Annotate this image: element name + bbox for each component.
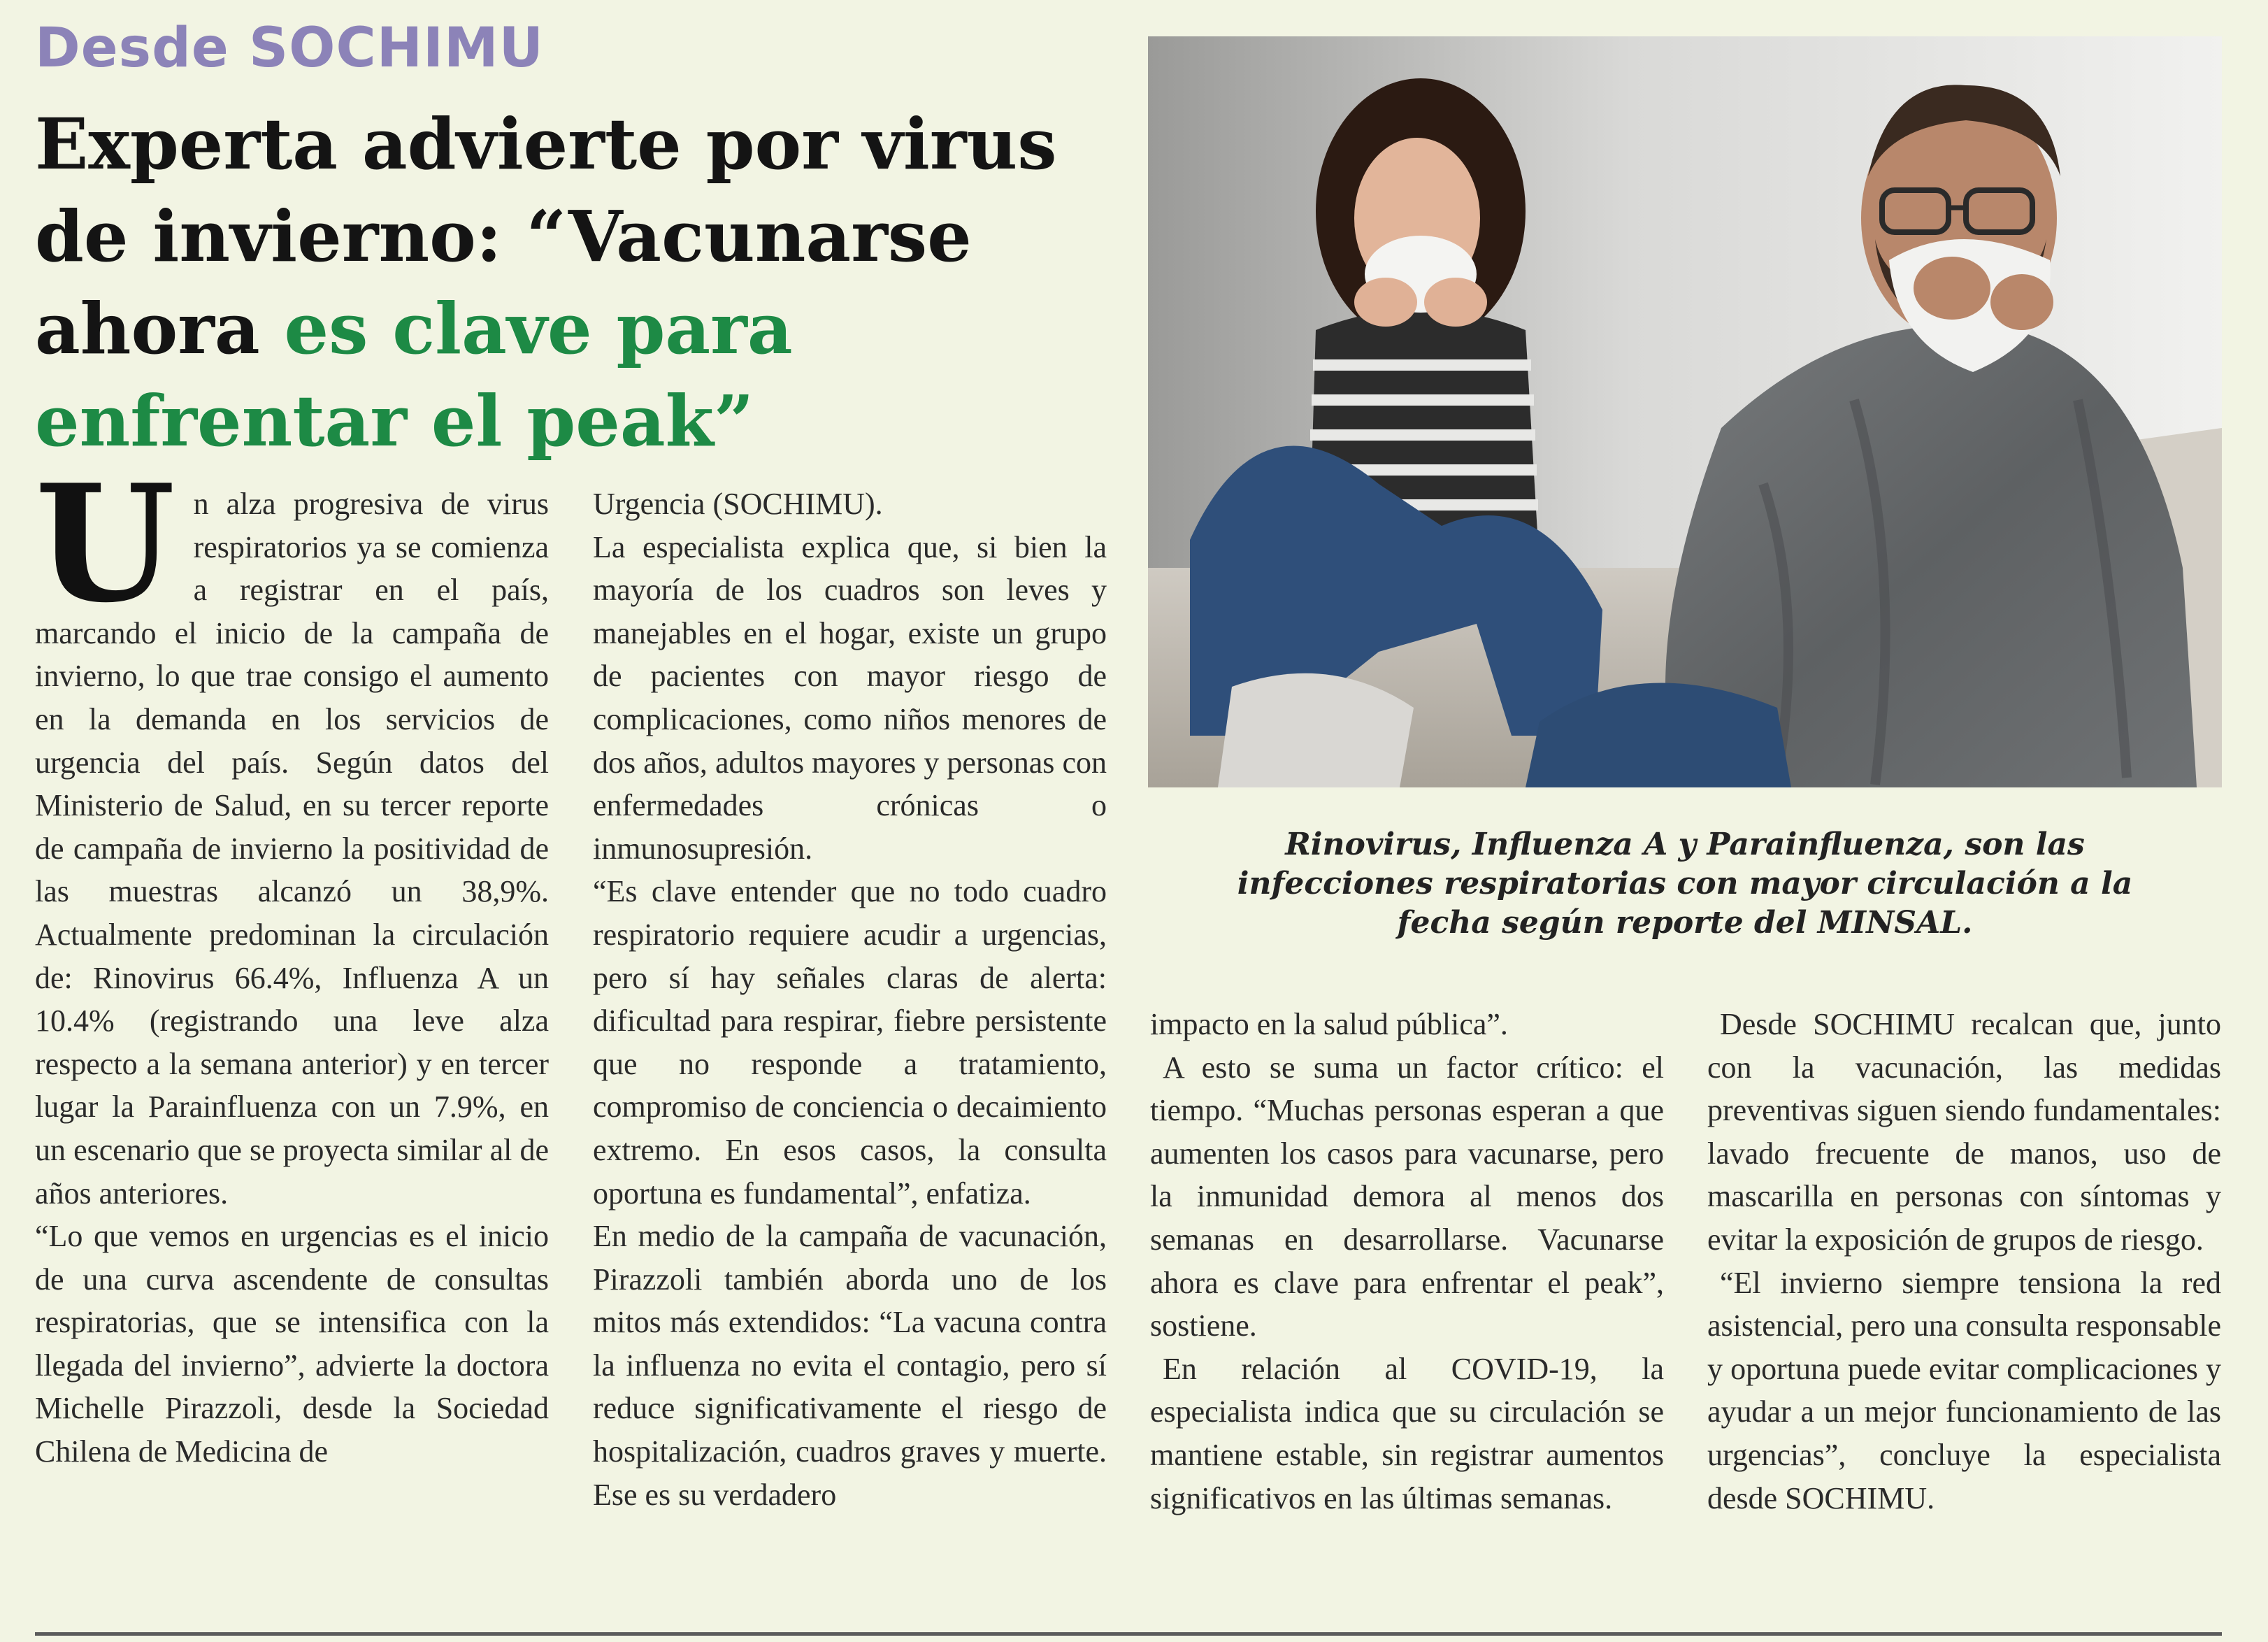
section-label: Desde SOCHIMU [35, 17, 544, 80]
photo-icon [1148, 36, 2222, 787]
headline-green-part: es clave para enfrentar el peak” [35, 287, 793, 462]
article-paragraph: impacto en la salud pública”. [1150, 1007, 1508, 1041]
article-paragraph [35, 450, 549, 1215]
article-paragraph: En relación al COVID-19, la especialista indica que su circulación se mantiene estable, sin registrar aumentos significativos en las últimas semanas. [1150, 1351, 1664, 1515]
article-paragraph: Urgencia (SOCHIMU). [593, 487, 883, 521]
article-paragraph: En medio de la campaña de vacunación, Pirazzoli también aborda uno de los mitos más extendidos: “La vacuna contra la influenza no evita el contagio, pero sí reduce significativamente el riesgo de hospitalización, cuadros graves y muerte. Ese es su verdadero [593, 1219, 1107, 1512]
article-column-2 [593, 483, 1107, 1516]
article-paragraph: Desde SOCHIMU recalcan que, junto con la vacunación, las medidas preventivas siguen siendo fundamentales: lavado frecuente de manos, uso de mascarilla en personas con síntomas y evitar la exposición de grupos de riesgo. [1707, 1007, 2221, 1257]
article-column-1 [35, 450, 549, 1473]
paragraph-text: n alza progresiva de virus respiratorios ya se comienza a registrar en el país, marcando el inicio de la campaña de invierno, lo que trae consigo el aumento en la demanda en los servicios de urgencia del país. Según datos del Ministerio de Salud, en su tercer reporte de campaña de invierno la positividad de las muestras alcanzó un 38,9%. Actualmente predominan la circulación de: Rinovirus 66.4%, Influenza A un 10.4% (registrando una leve alza respecto a la semana anterior) y en tercer lugar la Parainfluenza con un 7.9%, en un escenario que se proyecta similar al de años anteriores. [35, 487, 549, 1211]
headline-dark-part: Experta advierte por virus de invierno: “Vacunarse ahora [35, 103, 1057, 370]
headline [35, 98, 1126, 467]
article-paragraph: A esto se suma un factor crítico: el tiempo. “Muchas personas esperan a que aumenten los casos para vacunarse, pero la inmunidad demora al menos dos semanas en desarrollarse. Vacunarse ahora es clave para enfrentar el peak”, sostiene. [1150, 1050, 1664, 1343]
article-column-3 [1150, 1003, 1664, 1520]
bottom-rule [35, 1632, 2222, 1636]
dropcap: U [35, 450, 175, 638]
article-paragraph: “Lo que vemos en urgencias es el inicio de una curva ascendente de consultas respiratorias, que se intensifica con la llegada del invierno”, advierte la doctora Michelle Pirazzoli, desde la Sociedad Chilena de Medicina de [35, 1219, 549, 1469]
article-photo [1148, 36, 2222, 787]
article-paragraph: “Es clave entender que no todo cuadro respiratorio requiere acudir a urgencias, pero sí hay señales claras de alerta: dificultad para respirar, fiebre persistente que no responde a tratamiento, compromiso de conciencia o decaimiento extremo. En esos casos, la consulta oportuna es fundamental”, enfatiza. [593, 874, 1107, 1211]
article-column-4 [1707, 1003, 2221, 1520]
article-paragraph: La especialista explica que, si bien la mayoría de los cuadros son leves y manejables en el hogar, existe un grupo de pacientes con mayor riesgo de complicaciones, como niños menores de dos años, adultos mayores y personas con enfermedades crónicas o inmunosupresión. [593, 529, 1107, 866]
photo-caption: Rinovirus, Influenza A y Parainfluenza, son las infecciones respiratorias con mayor circulación a la fecha según reporte del MINSAL. [1237, 827, 2133, 941]
article-paragraph: “El invierno siempre tensiona la red asistencial, pero una consulta responsable y oportuna puede evitar complicaciones y ayudar a un mejor funcionamiento de las urgencias”, concluye la especialista desde SOCHIMU. [1707, 1265, 2221, 1515]
